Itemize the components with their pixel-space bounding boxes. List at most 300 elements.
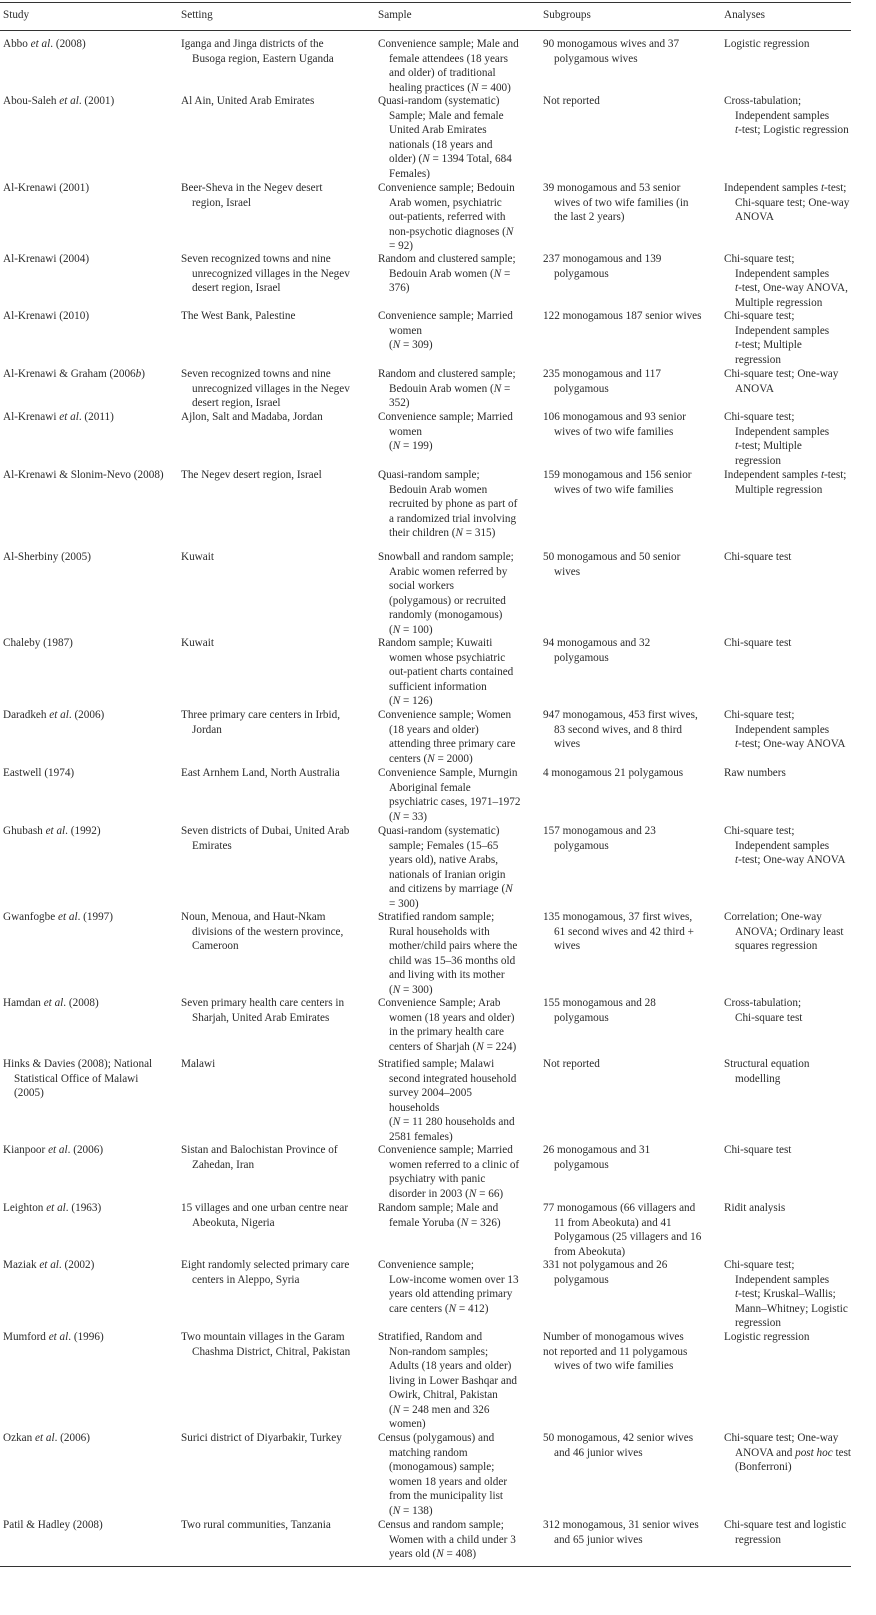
cell-setting xyxy=(181,1201,348,1230)
cell-line: and citizens by marriage (N xyxy=(389,883,513,895)
cell-line: Sistan and Balochistan Province of xyxy=(181,1144,338,1156)
cell-line: their children (N = 315) xyxy=(389,527,496,539)
cell-line: Chi-square test; xyxy=(724,411,795,423)
cell-study xyxy=(3,309,89,324)
cell-line: Independent samples xyxy=(735,839,830,852)
cell-line: Eight randomly selected primary care xyxy=(181,1259,350,1271)
cell-study xyxy=(3,1143,103,1158)
cell-line: Independent samples t-test; xyxy=(724,182,847,194)
cell-line: Malawi xyxy=(181,1058,216,1070)
cell-line: 352) xyxy=(389,397,410,409)
cell-line: 106 monogamous and 93 senior xyxy=(543,411,686,423)
cell-line: centers (N = 2000) xyxy=(389,752,473,765)
cell-line: Kianpoor et al. (2006) xyxy=(3,1144,104,1156)
cell-setting xyxy=(181,708,340,737)
cell-line: Gwanfogbe et al. (1997) xyxy=(3,911,113,923)
cell-analyses xyxy=(724,181,849,225)
cell-line: 50 monogamous and 50 senior xyxy=(543,551,681,563)
cell-line: Rural households with xyxy=(389,925,490,938)
cell-line: Maziak et al. (2002) xyxy=(3,1259,95,1271)
column-header-sample: Sample xyxy=(378,9,412,21)
cell-line: Cross-tabulation; xyxy=(724,95,802,107)
cell-line: 15 villages and one urban centre near xyxy=(181,1202,349,1214)
cell-line: female attendees (18 years xyxy=(389,52,508,65)
cell-line: t-test, One-way ANOVA, xyxy=(735,282,848,294)
italic-run: N xyxy=(392,1504,401,1517)
cell-sample xyxy=(378,550,514,637)
cell-analyses xyxy=(724,708,845,752)
cell-line: 331 not polygamous and 26 xyxy=(543,1259,668,1271)
cell-study xyxy=(3,910,113,925)
cell-line: 155 monogamous and 28 xyxy=(543,997,656,1009)
cell-setting xyxy=(181,636,214,651)
cell-line: Independent samples xyxy=(735,1273,830,1286)
cell-line: (N = 309) xyxy=(389,339,433,351)
cell-line: a randomized trial involving xyxy=(389,512,517,525)
cell-sample xyxy=(378,410,513,454)
cell-line: Al-Krenawi (2010) xyxy=(3,310,90,322)
cell-line: (2005) xyxy=(14,1087,44,1099)
cell-analyses xyxy=(724,550,791,565)
cell-line: centers in Aleppo, Syria xyxy=(192,1273,300,1286)
cell-line: Al-Krenawi et al. (2011) xyxy=(3,411,114,423)
cell-line: 83 second wives, and 8 third xyxy=(554,723,683,736)
cell-line: Al-Krenawi (2004) xyxy=(3,253,90,265)
cell-line: survey 2004–2005 xyxy=(389,1087,472,1099)
cell-line: years old attending primary xyxy=(389,1288,513,1300)
cell-study xyxy=(3,181,89,196)
cell-line: 77 monogamous (66 villagers and xyxy=(543,1202,696,1214)
cell-line: and older) of traditional xyxy=(389,67,496,79)
cell-analyses xyxy=(724,37,809,52)
cell-line: (18 years and older) xyxy=(389,723,479,736)
cell-subgroups xyxy=(543,550,680,579)
italic-run: et al xyxy=(43,997,64,1009)
cell-line: women xyxy=(389,324,422,337)
cell-line: Independent samples xyxy=(735,109,830,122)
cell-line: Noun, Menoua, and Haut-Nkam xyxy=(181,911,326,923)
cell-setting xyxy=(181,1258,349,1287)
cell-sample xyxy=(378,252,516,296)
cell-line: Chi-square test xyxy=(724,1144,792,1156)
cell-analyses xyxy=(724,636,791,651)
cell-line: region, Israel xyxy=(192,196,252,209)
cell-line: care centers (N = 412) xyxy=(389,1302,489,1315)
cell-study xyxy=(3,550,91,565)
cell-line: Seven recognized towns and nine xyxy=(181,368,331,380)
cell-subgroups xyxy=(543,1330,687,1374)
cell-line: Ghubash et al. (1992) xyxy=(3,825,101,837)
cell-line: Chi-square test; xyxy=(724,1259,795,1271)
cell-sample xyxy=(378,996,516,1054)
cell-sample xyxy=(378,1518,516,1562)
cell-line: Statistical Office of Malawi xyxy=(14,1072,139,1085)
cell-line: Convenience Sample; Arab xyxy=(378,997,501,1009)
cell-line: Adults (18 years and older) xyxy=(389,1360,512,1372)
cell-analyses xyxy=(724,367,838,396)
italic-run: t xyxy=(735,124,739,136)
cell-line: women 18 years and older xyxy=(389,1475,508,1488)
cell-line: (N = 199) xyxy=(389,440,433,452)
cell-analyses xyxy=(724,766,786,781)
cell-line: Multiple regression xyxy=(735,483,823,496)
cell-line: 312 monogamous, 31 senior wives xyxy=(543,1519,699,1531)
cell-setting xyxy=(181,410,323,425)
cell-setting xyxy=(181,824,349,853)
cell-line: Abeokuta, Nigeria xyxy=(192,1216,275,1229)
cell-line: Females) xyxy=(389,167,431,180)
cell-line: healing practices (N = 400) xyxy=(389,81,511,94)
cell-line: sufficient information xyxy=(389,680,487,693)
cell-sample xyxy=(378,309,513,353)
cell-line: centers of Sharjah (N = 224) xyxy=(389,1040,517,1053)
cell-line: Correlation; One-way xyxy=(724,911,822,923)
cell-line: = 92) xyxy=(389,240,414,252)
column-header-study: Study xyxy=(3,9,30,21)
cell-sample xyxy=(378,910,517,997)
cell-line: 4 monogamous 21 polygamous xyxy=(543,767,684,779)
cell-line: Chi-square test xyxy=(724,551,792,563)
cell-line: Seven primary health care centers in xyxy=(181,997,345,1009)
italic-run: et al xyxy=(58,911,78,923)
cell-line: Not reported xyxy=(543,1058,600,1070)
cell-sample xyxy=(378,94,512,181)
cell-line: Eastwell (1974) xyxy=(3,767,75,779)
cell-line: t-test; Multiple xyxy=(735,339,802,351)
cell-line: regression xyxy=(735,1533,781,1546)
cell-line: wives of two wife families xyxy=(554,1360,674,1372)
cell-subgroups xyxy=(543,181,689,225)
cell-subgroups xyxy=(543,766,683,781)
cell-line: Random sample; Male and xyxy=(378,1202,499,1214)
cell-line: Census and random sample; xyxy=(378,1519,504,1531)
cell-setting xyxy=(181,910,343,954)
cell-line: (Bonferroni) xyxy=(735,1461,792,1473)
cell-line: Jordan xyxy=(192,723,222,736)
cell-line: unrecognized villages in the Negev xyxy=(192,382,350,395)
cell-study xyxy=(3,37,86,52)
cell-line: Al-Krenawi & Graham (2006b) xyxy=(3,368,145,380)
cell-line: psychiatric cases, 1971–1972 xyxy=(389,796,521,808)
cell-line: nationals of Iranian origin xyxy=(389,868,506,881)
cell-line: Convenience sample; Married xyxy=(378,411,513,423)
cell-line: desert region, Israel xyxy=(192,282,281,294)
cell-line: Chi-square test; xyxy=(724,310,795,322)
italic-run: N xyxy=(392,983,401,996)
cell-line: Census (polygamous) and xyxy=(378,1432,495,1444)
cell-setting xyxy=(181,309,295,324)
cell-line: Independent samples xyxy=(735,425,830,438)
cell-sample xyxy=(378,1330,517,1432)
italic-run: t xyxy=(735,282,739,294)
cell-study xyxy=(3,1518,103,1533)
cell-line: (N = 33) xyxy=(389,810,428,823)
cell-sample xyxy=(378,1258,519,1316)
cell-line: Independent samples xyxy=(735,324,830,337)
italic-run: N xyxy=(468,1187,477,1200)
cell-subgroups xyxy=(543,636,650,665)
cell-line: Independent samples xyxy=(735,723,830,736)
cell-line: Non-random samples; xyxy=(389,1345,489,1358)
cell-line: Chi-square test and logistic xyxy=(724,1519,847,1531)
cell-line: Convenience sample; Married xyxy=(378,1144,513,1156)
cell-line: Seven recognized towns and nine xyxy=(181,253,331,265)
cell-line: Owirk, Chitral, Pakistan xyxy=(389,1389,498,1401)
cell-subgroups xyxy=(543,37,679,66)
cell-study xyxy=(3,708,104,723)
italic-run: N xyxy=(448,1302,457,1315)
cell-line: regression xyxy=(735,454,781,467)
italic-run: et al xyxy=(59,95,79,107)
cell-subgroups xyxy=(543,910,694,954)
cell-study xyxy=(3,824,101,839)
italic-run: N xyxy=(460,1216,469,1229)
cell-study xyxy=(3,996,99,1011)
cell-line: t-test; Multiple xyxy=(735,440,802,452)
cell-line: polygamous xyxy=(554,1011,609,1024)
cell-sample xyxy=(378,468,517,541)
cell-line: t-test; Logistic regression xyxy=(735,124,849,136)
cell-line: Bedouin Arab women (N = xyxy=(389,267,511,280)
cell-line: Chi-square test; One-way xyxy=(724,1432,839,1444)
italic-run: N xyxy=(392,440,401,452)
cell-line: t-test; Kruskal–Wallis; xyxy=(735,1288,836,1300)
cell-line: Aboriginal female xyxy=(389,781,471,794)
cell-line: Sharjah, United Arab Emirates xyxy=(192,1011,330,1024)
cell-line: wives xyxy=(554,738,581,750)
cell-line: Al Ain, United Arab Emirates xyxy=(181,95,315,107)
cell-line: recruited by phone as part of xyxy=(389,498,518,510)
cell-line: 159 monogamous and 156 senior xyxy=(543,469,692,481)
cell-line: from the municipality list xyxy=(389,1490,504,1502)
cell-line: ANOVA and post hoc test xyxy=(735,1446,852,1459)
cell-line: years old), native Arabs, xyxy=(389,854,499,866)
cell-line: Ridit analysis xyxy=(724,1202,786,1214)
cell-line: Ajlon, Salt and Madaba, Jordan xyxy=(181,411,323,423)
cell-line: 94 monogamous and 32 xyxy=(543,637,651,649)
italic-run: N xyxy=(476,1040,484,1053)
cell-line: Chi-square test xyxy=(724,637,792,649)
cell-line: Random and clustered sample; xyxy=(378,368,516,380)
cell-line: 122 monogamous 187 senior wives xyxy=(543,310,702,322)
cell-line: Patil & Hadley (2008) xyxy=(3,1519,103,1531)
cell-line: regression xyxy=(735,353,781,366)
cell-line: Independent samples t-test; xyxy=(724,469,847,481)
italic-run: N xyxy=(427,752,435,765)
cell-analyses xyxy=(724,94,849,138)
cell-line: sample; Females (15–65 xyxy=(389,839,499,852)
italic-run: N xyxy=(436,1548,444,1560)
cell-sample xyxy=(378,1431,507,1518)
cell-line: Random sample; Kuwaiti xyxy=(378,637,493,649)
cell-line: 235 monogamous and 117 xyxy=(543,368,661,380)
cell-sample xyxy=(378,708,515,766)
cell-subgroups xyxy=(543,468,692,497)
cell-sample xyxy=(378,181,515,254)
cell-line: Convenience sample; Male and xyxy=(378,38,519,50)
column-header-setting: Setting xyxy=(181,9,213,21)
cell-line: Arabic women referred by xyxy=(389,565,508,578)
cell-setting xyxy=(181,252,350,296)
cell-study xyxy=(3,1201,101,1216)
cell-line: Number of monogamous wives xyxy=(543,1331,684,1343)
cell-line: Daradkeh et al. (2006) xyxy=(3,709,105,721)
cell-subgroups xyxy=(543,309,701,324)
cell-analyses xyxy=(724,824,845,868)
cell-line: Random and clustered sample; xyxy=(378,253,516,265)
cell-line: Chi-square test; xyxy=(724,253,795,265)
cell-analyses xyxy=(724,468,846,497)
cell-analyses xyxy=(724,1201,785,1216)
cell-setting xyxy=(181,1518,331,1533)
italic-run: et al xyxy=(48,1144,68,1156)
cell-setting xyxy=(181,1330,350,1359)
cell-line: Chi-square test xyxy=(735,1011,803,1024)
table-bottom-rule xyxy=(0,1566,851,1567)
cell-study xyxy=(3,1258,94,1273)
cell-line: child was 15–36 months old xyxy=(389,954,516,967)
cell-sample xyxy=(378,824,513,911)
cell-line: the last 2 years) xyxy=(554,211,625,223)
cell-study xyxy=(3,94,114,109)
cell-line: in the primary health care xyxy=(389,1026,504,1038)
cell-line: randomly (monogamous) xyxy=(389,609,503,621)
cell-line: The West Bank, Palestine xyxy=(181,310,296,322)
cell-line: Quasi-random (systematic) xyxy=(378,95,500,107)
cell-subgroups xyxy=(543,1201,701,1259)
italic-run: N xyxy=(471,81,479,94)
cell-line: Chi-square test; xyxy=(724,825,795,837)
cell-line: Mann–Whitney; Logistic xyxy=(735,1302,848,1315)
cell-line: disorder in 2003 (N = 66) xyxy=(389,1187,504,1200)
cell-line: unrecognized villages in the Negev xyxy=(192,267,350,280)
cell-line: Chi-square test; One-way xyxy=(724,368,839,380)
cell-line: Convenience Sample, Murngin xyxy=(378,767,518,779)
cell-line: years old (N = 408) xyxy=(389,1548,477,1560)
cell-analyses xyxy=(724,309,829,367)
cell-line: Cameroon xyxy=(192,940,239,952)
cell-line: from Abeokuta) xyxy=(554,1245,626,1258)
cell-line: Beer-Sheva in the Negev desert xyxy=(181,182,323,194)
table-header-rule xyxy=(0,30,851,31)
cell-line: 135 monogamous, 37 first wives, xyxy=(543,911,693,923)
cell-line: out-patient charts contained xyxy=(389,666,514,678)
cell-study xyxy=(3,1057,152,1101)
cell-analyses xyxy=(724,996,802,1025)
cell-line: regression xyxy=(735,1317,781,1329)
cell-study xyxy=(3,636,73,651)
cell-sample xyxy=(378,1143,519,1201)
cell-line: Abbo et al. (2008) xyxy=(3,38,86,50)
italic-run: et al xyxy=(35,1432,55,1444)
italic-run: t xyxy=(735,440,739,452)
cell-line: Not reported xyxy=(543,95,600,107)
cell-setting xyxy=(181,550,214,565)
italic-run: N xyxy=(493,267,502,280)
cell-line: Arab women, psychiatric xyxy=(389,196,502,209)
italic-run: t xyxy=(820,182,825,194)
cell-line: = 300) xyxy=(389,897,419,910)
cell-line: (N = 300) xyxy=(389,983,433,996)
italic-run: et al xyxy=(48,1331,69,1343)
cell-analyses xyxy=(724,1518,846,1547)
cell-line: Surici district of Diyarbakir, Turkey xyxy=(181,1432,342,1444)
cell-study xyxy=(3,252,89,267)
cell-line: (N = 126) xyxy=(389,695,433,707)
cell-line: The Negev desert region, Israel xyxy=(181,469,322,481)
italic-run: b xyxy=(135,368,142,380)
cell-line: and 65 junior wives xyxy=(554,1533,643,1546)
italic-run: N xyxy=(392,1403,401,1416)
cell-line: women xyxy=(389,425,422,438)
cell-line: 376) xyxy=(389,282,410,294)
cell-line: wives xyxy=(554,940,581,952)
cell-line: Quasi-random (systematic) xyxy=(378,825,500,837)
cell-line: living in Lower Bashqar and xyxy=(389,1374,518,1387)
italic-run: N xyxy=(392,810,401,823)
cell-line: Stratified, Random and xyxy=(378,1331,483,1343)
cell-line: Convenience sample; Women xyxy=(378,709,512,721)
cell-subgroups xyxy=(543,1518,699,1547)
cell-sample xyxy=(378,37,519,95)
cell-line: Independent samples xyxy=(735,267,830,280)
cell-line: United Arab Emirates xyxy=(389,124,487,136)
cell-setting xyxy=(181,37,334,66)
cell-subgroups xyxy=(543,1258,667,1287)
cell-sample xyxy=(378,1057,516,1144)
cell-analyses xyxy=(724,1330,809,1345)
cell-sample xyxy=(378,636,513,709)
cell-line: Convenience sample; Bedouin xyxy=(378,182,515,194)
cell-analyses xyxy=(724,1143,791,1158)
cell-line: divisions of the western province, xyxy=(192,925,344,938)
cell-line: Stratified random sample; xyxy=(378,911,495,923)
cell-line: (N = 100) xyxy=(389,623,433,636)
cell-line: Hinks & Davies (2008); National xyxy=(3,1058,153,1070)
cell-line: desert region, Israel xyxy=(192,397,281,409)
cell-line: Busoga region, Eastern Uganda xyxy=(192,52,334,65)
cell-line: wives xyxy=(554,565,581,578)
cell-line: mother/child pairs where the xyxy=(389,940,518,952)
cell-line: older) (N = 1394 Total, 684 xyxy=(389,153,512,165)
cell-line: Two rural communities, Tanzania xyxy=(181,1519,331,1531)
cell-study xyxy=(3,410,114,425)
italic-run: N xyxy=(505,883,513,895)
cell-line: Iganga and Jinga districts of the xyxy=(181,38,324,50)
column-header-subgroups: Subgroups xyxy=(543,9,591,21)
cell-line: Mumford et al. (1996) xyxy=(3,1331,104,1343)
cell-subgroups xyxy=(543,1431,693,1460)
cell-line: Quasi-random sample; xyxy=(378,469,480,481)
cell-sample xyxy=(378,766,520,824)
cell-line: Emirates xyxy=(192,839,232,852)
cell-line: 61 second wives and 42 third + xyxy=(554,925,694,938)
italic-run: t xyxy=(735,738,739,750)
cell-line: psychiatry with panic xyxy=(389,1173,486,1185)
italic-run: N xyxy=(505,225,514,238)
cell-study xyxy=(3,1330,104,1345)
cell-line: 2581 females) xyxy=(389,1130,453,1143)
cell-line: Hamdan et al. (2008) xyxy=(3,997,99,1009)
cell-line: Bedouin Arab women xyxy=(389,483,488,496)
cell-analyses xyxy=(724,1057,809,1086)
cell-analyses xyxy=(724,1431,851,1475)
cell-setting xyxy=(181,367,350,411)
cell-line: and 46 junior wives xyxy=(554,1446,643,1459)
cell-line: Al-Krenawi (2001) xyxy=(3,182,90,194)
cell-study xyxy=(3,1431,90,1446)
cell-line: ANOVA xyxy=(735,211,774,223)
